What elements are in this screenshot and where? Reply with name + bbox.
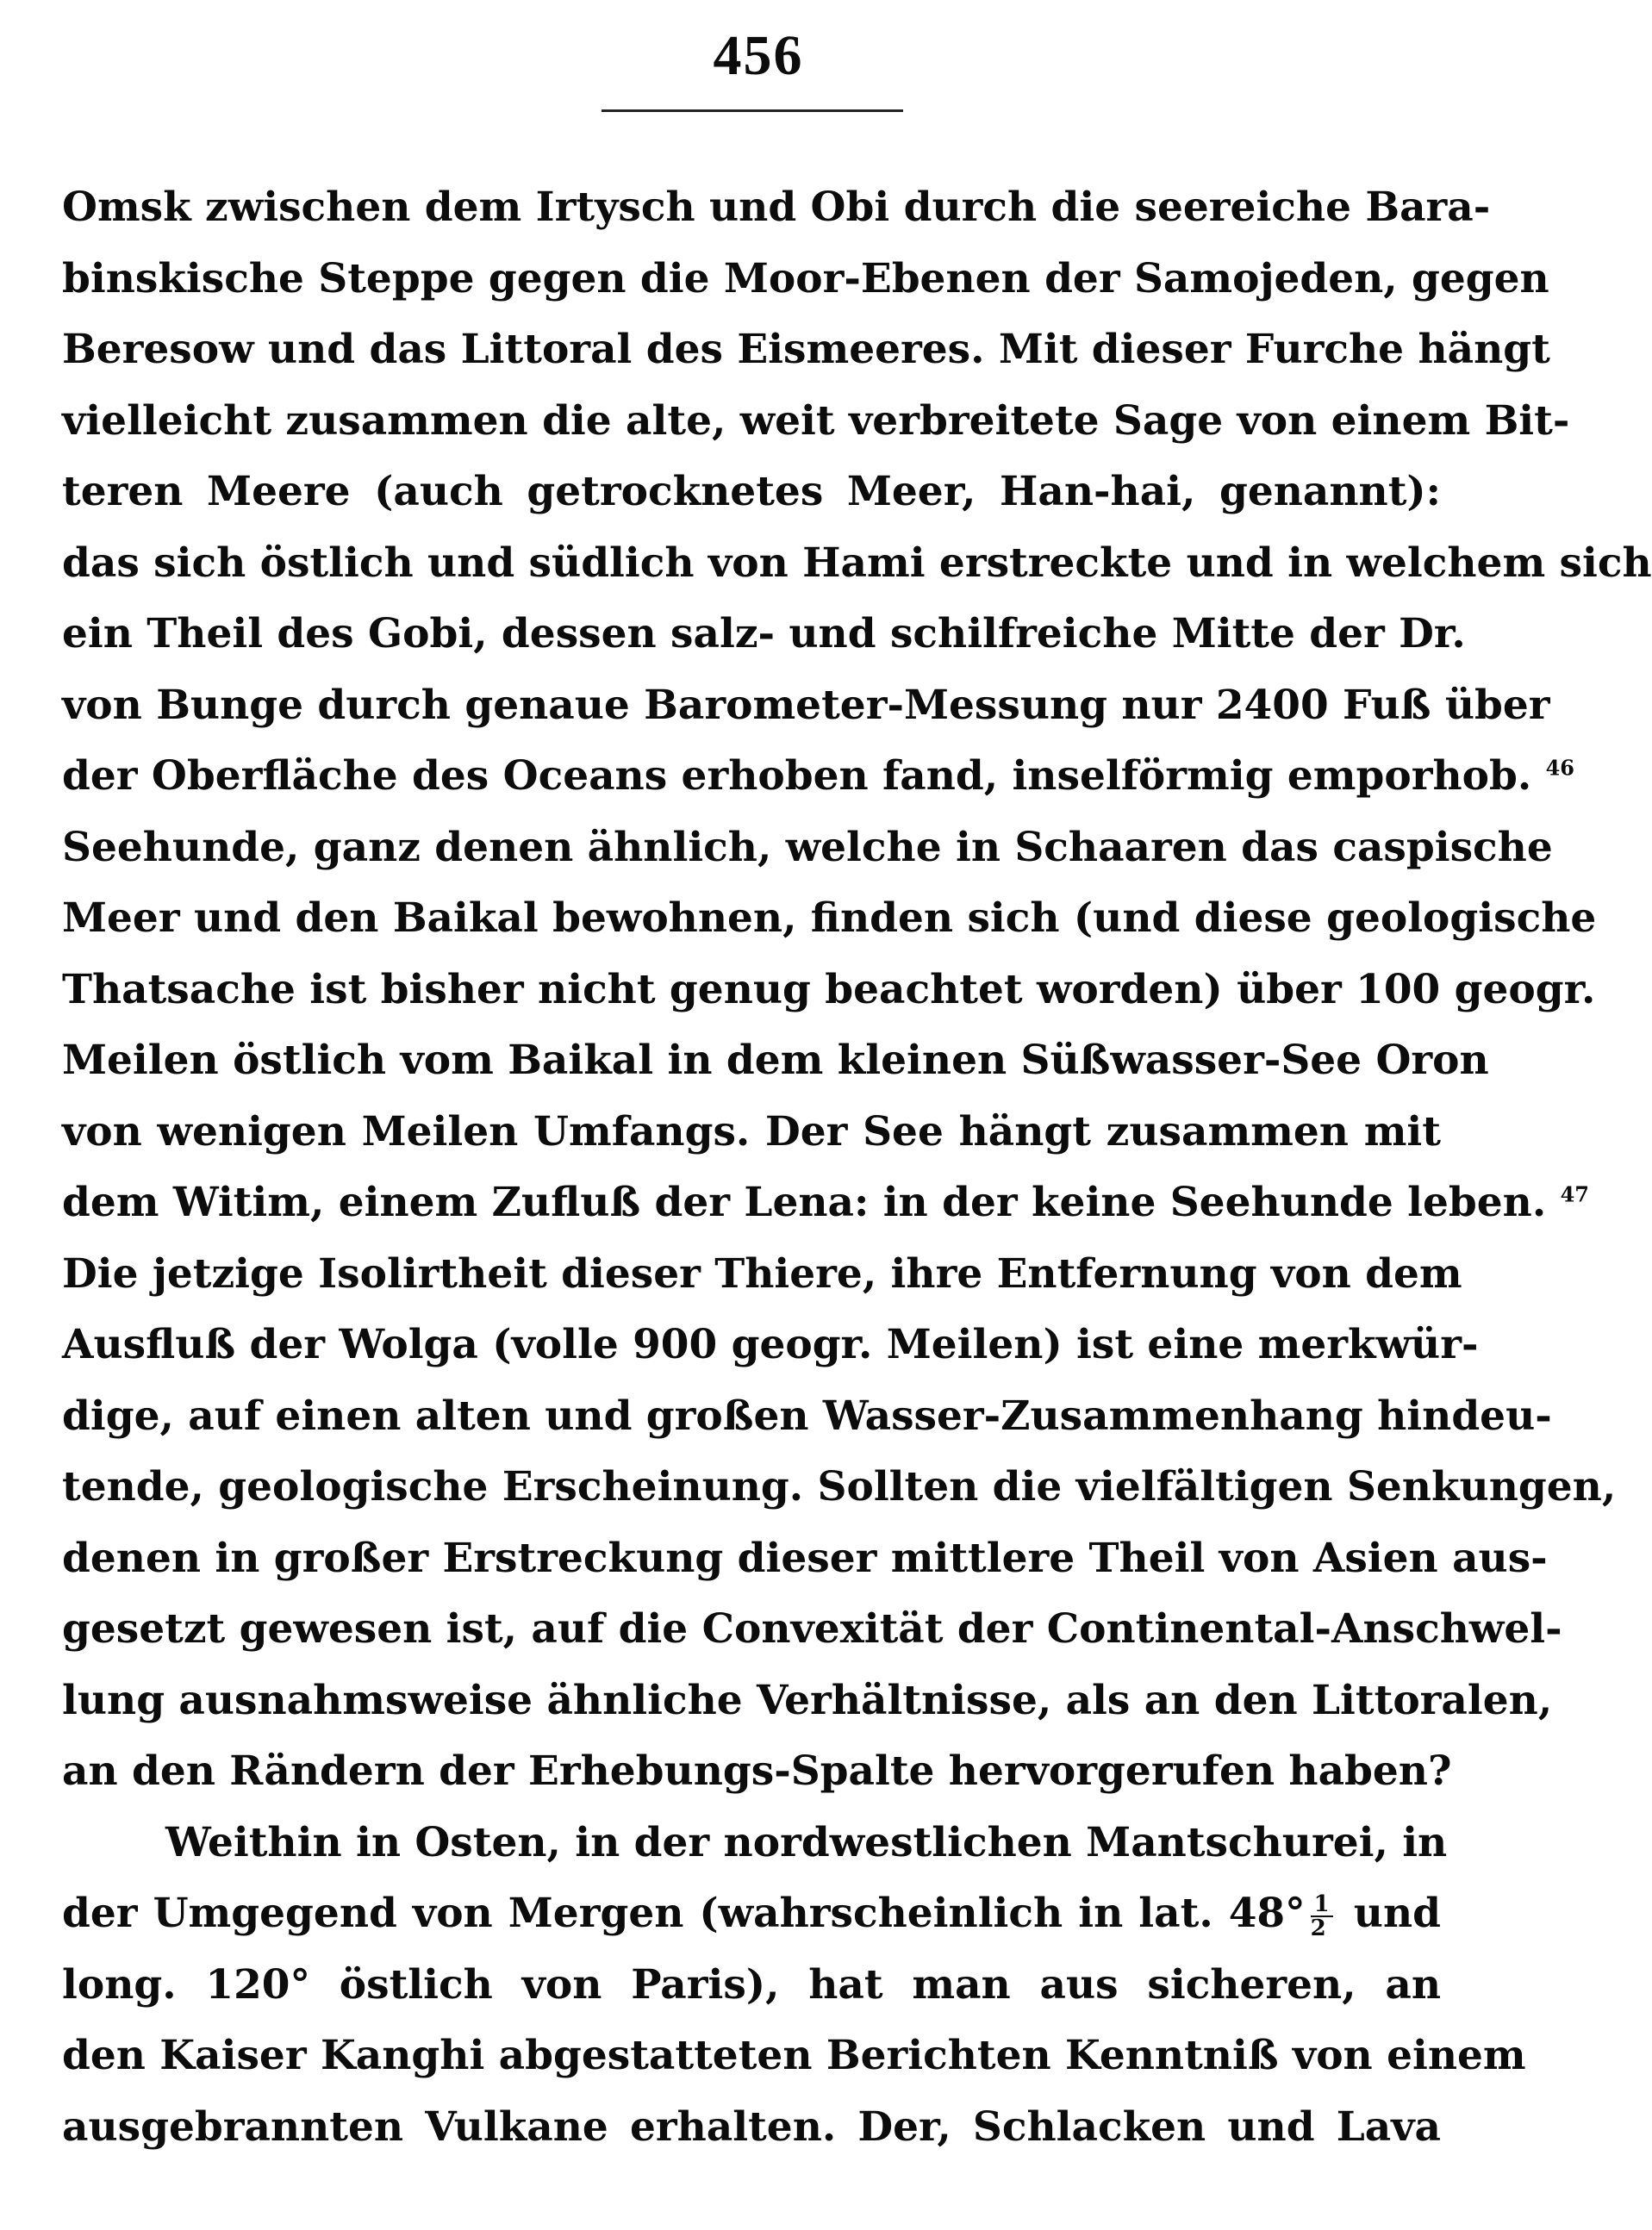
text-line: der Oberfläche des Oceans erhoben fand, inselförmig emporhob. $^{46}$ xyxy=(62,752,1574,800)
header-rule xyxy=(602,109,903,112)
footnote-ref: 47 xyxy=(1560,1181,1589,1207)
text-line: ein Theil des Gobi, dessen salz- und schilfreiche Mitte der Dr. xyxy=(62,610,1466,657)
text-line: Thatsache ist bisher nicht genug beachtet worden) über 100 geogr. xyxy=(62,965,1596,1013)
text-line: long. 120° östlich von Paris), hat man aus sicheren, an xyxy=(62,1960,1441,2009)
text-line: tende, geologische Erscheinung. Sollten die vielfältigen Senkungen, xyxy=(62,1463,1617,1511)
text-line: binskische Steppe gegen die Moor-Ebenen der Samojeden, gegen xyxy=(62,254,1549,302)
text-line: den Kaiser Kanghi abgestatteten Berichten Kenntniß von einem xyxy=(62,2032,1526,2079)
page-number: 456 xyxy=(713,24,804,87)
text-line: das sich östlich und südlich von Hami erstreckte und in welchem sich xyxy=(62,539,1652,587)
text-line: gesetzt gewesen ist, auf die Convexität der Continental-Anschwel- xyxy=(62,1605,1562,1653)
text-line: der Umgegend von Mergen (wahrscheinlich in lat. 48° $\frac{1}{2}$ und xyxy=(62,1890,1441,1941)
paragraph-start-line: Weithin in Osten, in der nordwestlichen Mantschurei, in xyxy=(165,1818,1448,1866)
text-line: dige, auf einen alten und großen Wasser-Zusammenhang hindeu- xyxy=(62,1392,1552,1440)
text-line: von Bunge durch genaue Barometer-Messung nur 2400 Fuß über xyxy=(62,681,1550,729)
text-line: Omsk zwischen dem Irtysch und Obi durch die seereiche Bara- xyxy=(62,184,1491,231)
footnote-ref: 46 xyxy=(1545,755,1574,781)
fraction: $\frac{1}{2}$ xyxy=(1311,1893,1333,1940)
body-text xyxy=(62,172,1652,2163)
text-line: Die jetzige Isolirtheit dieser Thiere, ihre Entfernung von dem xyxy=(62,1249,1462,1298)
text-line: Seehunde, ganz denen ähnlich, welche in Schaaren das caspische xyxy=(62,823,1553,871)
text-line: Ausfluß der Wolga (volle 900 geogr. Meilen) ist eine merkwür- xyxy=(62,1321,1479,1368)
text-line: lung ausnahmsweise ähnliche Verhältnisse, als an den Littoralen, xyxy=(62,1676,1553,1724)
text-line: ausgebrannten Vulkane erhalten. Der, Schlacken und Lava xyxy=(62,2102,1441,2151)
text-line: dem Witim, einem Zufluß der Lena: in der keine Seehunde leben. $^{47}$ xyxy=(62,1179,1589,1226)
text-line: Meilen östlich vom Baikal in dem kleinen Süßwasser-See Oron xyxy=(62,1037,1489,1084)
text-line: teren Meere (auch getrocknetes Meer, Han-hai, genannt): xyxy=(62,468,1441,515)
text-line: vielleicht zusammen die alte, weit verbreitete Sage von einem Bit- xyxy=(62,396,1570,445)
text-line: denen in großer Erstreckung dieser mittlere Theil von Asien aus- xyxy=(62,1534,1548,1582)
text-line: Meer und den Baikal bewohnen, finden sich (und diese geologische xyxy=(62,894,1597,942)
paragraph-end-line: an den Rändern der Erhebungs-Spalte hervorgerufen haben? xyxy=(62,1747,1452,1795)
text-line: Beresow und das Littoral des Eismeeres. Mit dieser Furche hängt xyxy=(62,326,1550,373)
text-line: von wenigen Meilen Umfangs. Der See hängt zusammen mit xyxy=(62,1107,1441,1155)
